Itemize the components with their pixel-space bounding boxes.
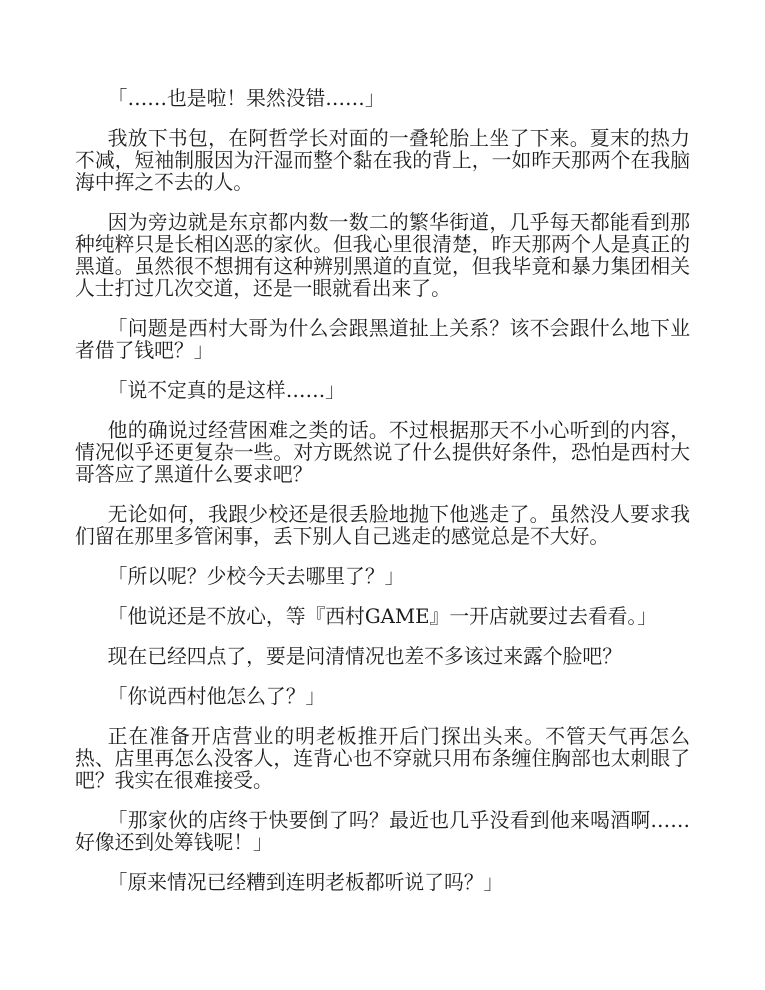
- paragraph-narration: 无论如何，我跟少校还是很丢脸地抛下他逃走了。虽然没人要求我们留在那里多管闲事，丢下别人自己逃走的感觉总是不大好。: [75, 503, 690, 548]
- paragraph-dialogue: 「你说西村他怎么了？」: [107, 685, 326, 708]
- paragraph-dialogue: 「所以呢？少校今天去哪里了？」: [107, 565, 405, 588]
- paragraph-dialogue: 「那家伙的店终于快要倒了吗？最近也几乎没看到他来喝酒啊……好像还到处筹钱呢！」: [75, 809, 690, 854]
- paragraph-narration: 他的确说过经营困难之类的话。不过根据那天不小心听到的内容，情况似乎还更复杂一些。对方既然说了什么提供好条件，恐怕是西村大哥答应了黑道什么要求吧？: [75, 419, 690, 486]
- paragraph-dialogue: 「他说还是不放心，等『西村GAME』一开店就要过去看看。」: [107, 605, 658, 628]
- page-body: [75, 88, 690, 894]
- paragraph-narration: 因为旁边就是东京都内数一数二的繁华街道，几乎每天都能看到那种纯粹只是长相凶恶的家伙。但我心里很清楚，昨天那两个人是真正的黑道。虽然很不想拥有这种辨别黑道的直觉，但我毕竟和暴力集团相关人士打过几次交道，还是一眼就看出来了。: [75, 211, 690, 300]
- paragraph-narration: 现在已经四点了，要是问清情况也差不多该过来露个脸吧？: [107, 645, 622, 668]
- paragraph-narration: 正在准备开店营业的明老板推开后门探出头来。不管天气再怎么热、店里再怎么没客人，连背心也不穿就只用布条缠住胸部也太刺眼了吧？我实在很难接受。: [75, 725, 690, 792]
- paragraph-dialogue: 「说不定真的是这样……」: [107, 379, 346, 402]
- paragraph-dialogue: 「原来情况已经糟到连明老板都听说了吗？」: [107, 871, 504, 894]
- paragraph-narration: 我放下书包，在阿哲学长对面的一叠轮胎上坐了下来。夏末的热力不减，短袖制服因为汗湿而整个黏在我的背上，一如昨天那两个在我脑海中挥之不去的人。: [75, 127, 690, 194]
- paragraph-dialogue: 「问题是西村大哥为什么会跟黑道扯上关系？该不会跟什么地下业者借了钱吧？」: [75, 317, 690, 362]
- paragraph-dialogue: 「……也是啦！果然没错……」: [107, 87, 385, 110]
